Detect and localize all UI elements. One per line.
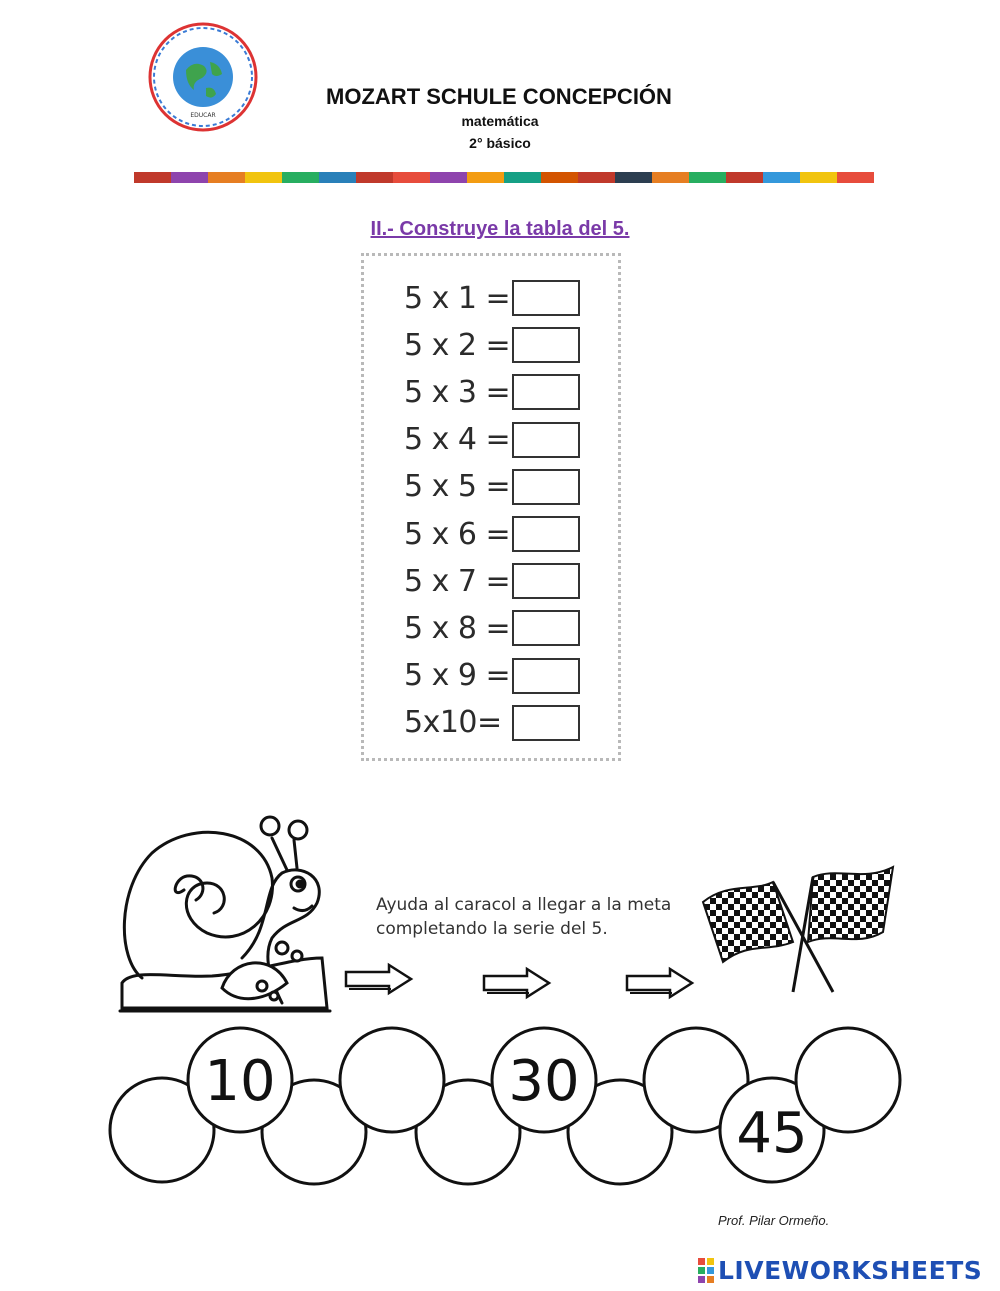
series-value-10: 10 — [204, 1049, 276, 1114]
school-name: MOZART SCHULE CONCEPCIÓN — [326, 84, 672, 109]
table-row — [404, 608, 580, 648]
right-arrow-icon — [481, 966, 553, 1000]
checkered-flags-icon — [698, 862, 898, 997]
stripe-segment — [837, 172, 874, 183]
stripe-segment — [652, 172, 689, 183]
table-row — [404, 420, 580, 460]
answer-box[interactable] — [512, 327, 580, 363]
number-series-chain — [100, 1020, 910, 1195]
table-row — [404, 278, 580, 318]
section-title: II.- Construye la tabla del 5. — [370, 218, 630, 240]
stripe-segment — [578, 172, 615, 183]
stripe-segment — [319, 172, 356, 183]
table-row — [404, 703, 580, 743]
table-row — [404, 325, 580, 365]
stripe-segment — [171, 172, 208, 183]
answer-box[interactable] — [512, 610, 580, 646]
series-value-45: 45 — [736, 1101, 808, 1166]
snail-instructions — [376, 893, 706, 941]
stripe-segment — [393, 172, 430, 183]
table-row — [404, 656, 580, 696]
stripe-segment — [208, 172, 245, 183]
answer-box[interactable] — [512, 516, 580, 552]
table-row — [404, 467, 580, 507]
multiplication-expression: 5 x 3 = — [404, 374, 511, 410]
series-circle — [796, 1028, 900, 1132]
instruction-line-1: Ayuda al caracol a llegar a la meta — [376, 895, 672, 915]
stripe-segment — [615, 172, 652, 183]
stripe-segment — [800, 172, 837, 183]
multiplication-expression: 5 x 8 = — [404, 610, 511, 646]
series-value-30: 30 — [508, 1049, 580, 1114]
multiplication-expression: 5 x 4 = — [404, 422, 511, 458]
stripe-segment — [689, 172, 726, 183]
liveworksheets-logo[interactable] — [697, 1256, 982, 1285]
multiplication-expression: 5 x 6 = — [404, 516, 511, 552]
stripe-segment — [504, 172, 541, 183]
stripe-segment — [763, 172, 800, 183]
right-arrow-icon — [343, 962, 415, 996]
multiplication-expression: 5 x 1 = — [404, 280, 511, 316]
answer-box[interactable] — [512, 422, 580, 458]
stripe-segment — [541, 172, 578, 183]
answer-box[interactable] — [512, 374, 580, 410]
answer-box[interactable] — [512, 658, 580, 694]
multiplication-expression: 5 x 2 = — [404, 327, 511, 363]
liveworksheets-mark-icon — [697, 1257, 715, 1284]
stripe-segment — [430, 172, 467, 183]
answer-box[interactable] — [512, 563, 580, 599]
stripe-segment — [356, 172, 393, 183]
liveworksheets-brand: LIVEWORKSHEETS — [718, 1256, 983, 1285]
answer-box[interactable] — [512, 705, 580, 741]
subject-label: matemática — [461, 113, 539, 129]
multiplication-expression: 5 x 7 = — [404, 563, 511, 599]
multiplication-expression: 5 x 5 = — [404, 469, 511, 505]
table-row — [404, 372, 580, 412]
answer-box[interactable] — [512, 280, 580, 316]
multiplication-expression: 5 x 9 = — [404, 658, 511, 694]
header-color-stripe — [134, 172, 874, 183]
multiplication-expression: 5x10= — [404, 705, 502, 741]
stripe-segment — [282, 172, 319, 183]
table-row — [404, 514, 580, 554]
stripe-segment — [134, 172, 171, 183]
snail-illustration — [112, 808, 337, 1018]
table-row — [404, 561, 580, 601]
instruction-line-2: completando la serie del 5. — [376, 919, 608, 939]
grade-label: 2° básico — [469, 135, 531, 151]
stripe-segment — [467, 172, 504, 183]
series-circle — [340, 1028, 444, 1132]
stripe-segment — [726, 172, 763, 183]
teacher-credit: Prof. Pilar Ormeño. — [718, 1213, 830, 1228]
svg-text:EDUCAR: EDUCAR — [190, 112, 216, 119]
right-arrow-icon — [624, 966, 696, 1000]
stripe-segment — [245, 172, 282, 183]
answer-box[interactable] — [512, 469, 580, 505]
